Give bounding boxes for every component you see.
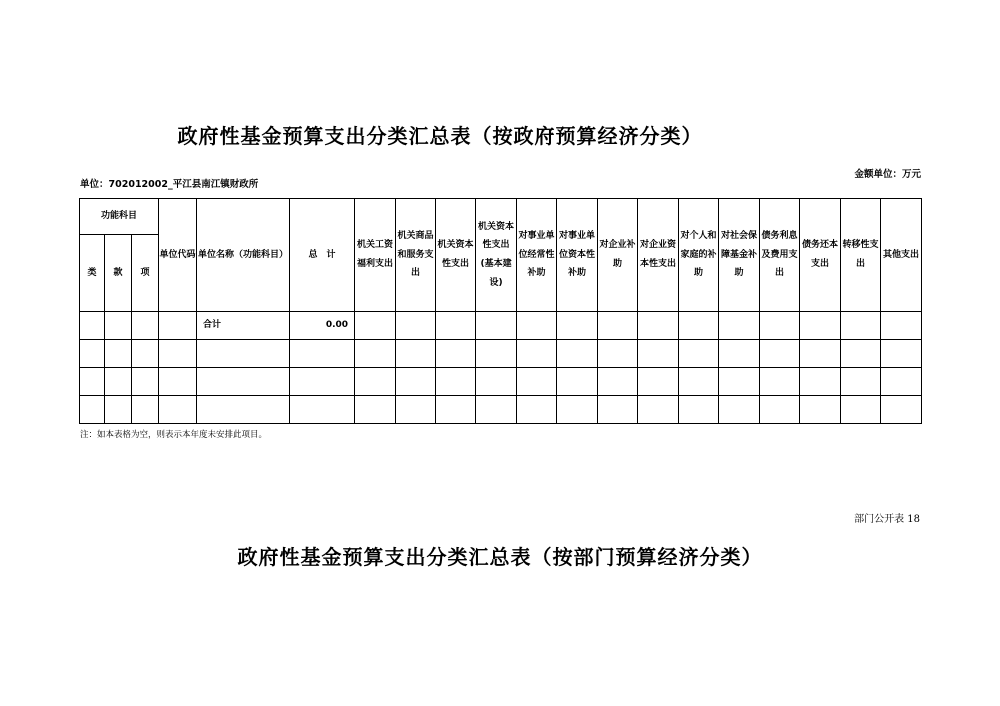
- header-capital: 机关资本性支出: [436, 199, 476, 312]
- header-goods: 机关商品和服务支出: [396, 199, 436, 312]
- header-xiang: 项: [132, 235, 159, 312]
- sum-label: 合计: [197, 312, 290, 340]
- unit-label: 单位：702012002_平江县南江镇财政所: [80, 179, 259, 190]
- budget-table: [79, 198, 922, 424]
- header-debt-repay: 债务还本支出: [800, 199, 841, 312]
- header-unit-code: 单位代码: [159, 199, 197, 312]
- header-total: 总 计: [290, 199, 355, 312]
- header-wage: 机关工资福利支出: [355, 199, 396, 312]
- header-func-subject: 功能科目: [80, 199, 159, 235]
- table-note: 注：如本表格为空，则表示本年度未安排此项目。: [80, 430, 268, 440]
- sum-total-value: 0.00: [290, 312, 355, 340]
- header-lei: 类: [80, 235, 105, 312]
- header-unit-name: 单位名称（功能科目）: [197, 199, 290, 312]
- next-table-title: 政府性基金预算支出分类汇总表（按部门预算经济分类）: [237, 545, 763, 569]
- header-debt-interest: 债务利息及费用支出: [760, 199, 800, 312]
- table-row-sum: [80, 312, 922, 340]
- amount-unit-label: 金额单位：万元: [854, 169, 921, 180]
- header-social: 对社会保障基金补助: [719, 199, 760, 312]
- page-reference: 部门公开表 18: [854, 514, 920, 525]
- header-inst-operating: 对事业单位经常性补助: [517, 199, 557, 312]
- header-enterprise: 对企业补助: [598, 199, 638, 312]
- header-household: 对个人和家庭的补助: [679, 199, 719, 312]
- header-kuan: 款: [105, 235, 132, 312]
- table-row: [80, 396, 922, 424]
- table-row: [80, 340, 922, 368]
- header-row: [80, 199, 922, 235]
- table-row: [80, 368, 922, 396]
- header-capital-infra: 机关资本性支出(基本建设): [476, 199, 517, 312]
- page-title: 政府性基金预算支出分类汇总表（按政府预算经济分类）: [177, 124, 703, 148]
- header-enterprise-capital: 对企业资本性支出: [638, 199, 679, 312]
- header-transfer: 转移性支出: [841, 199, 881, 312]
- header-inst-capital: 对事业单位资本性补助: [557, 199, 598, 312]
- header-other: 其他支出: [881, 199, 922, 312]
